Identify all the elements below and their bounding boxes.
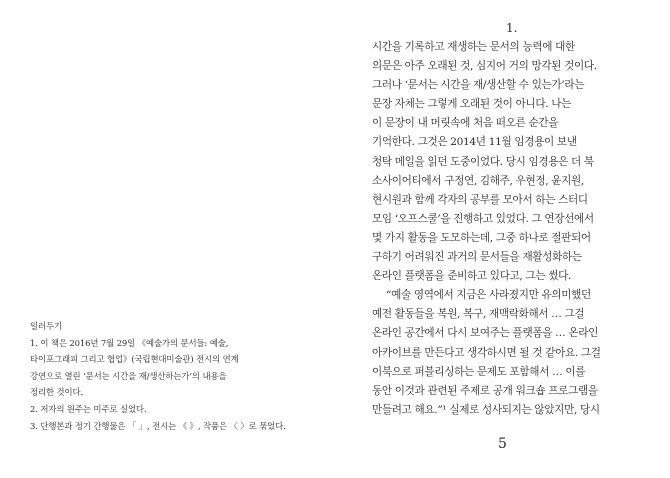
body-line: 몇 가지 활동을 도모하는데, 그중 하나로 절판되어 [372, 231, 591, 244]
body-line: 온라인 플랫폼을 준비하고 있다고, 그는 썼다. [372, 270, 572, 283]
body-line: 현시원과 함께 각자의 공부를 모아서 하는 스터디 [372, 193, 588, 206]
notes-line: 1. 이 책은 2016년 7월 29일 《예술가의 문서들: 예술, [30, 337, 229, 348]
body-line: 구하기 어려워진 과거의 문서들을 재활성화하는 [372, 251, 582, 264]
body-line: 예전 활동들을 복원, 복구, 재맥락화해서 … 그걸 [372, 308, 585, 321]
body-line: 의문은 아주 오래된 것, 심지어 거의 망각된 것이다. [372, 60, 597, 73]
editorial-notes [30, 318, 330, 434]
body-line: 아카이브를 만든다고 생각하시면 될 것 같아요. 그걸 [372, 346, 601, 359]
body-line: 소사이어티에서 구정연, 김해주, 우현정, 윤지원, [372, 174, 584, 187]
body-line: 그러나 ‘문서는 시간을 재/생산할 수 있는가’라는 [372, 79, 585, 92]
notes-line: 타이포그래피 그리고 협업》(국립현대미술관) 전시의 연계 [30, 354, 239, 365]
body-line: 만들려고 해요.”¹ 실제로 성사되지는 않았지만, 당시 [372, 403, 600, 416]
notes-line: 2. 저자의 원주는 미주로 실었다. [30, 403, 147, 414]
page-number: 5 [498, 436, 507, 452]
body-line: 이북으로 퍼블리싱하는 문제도 포함해서 … 이를 [372, 365, 586, 378]
body-line: 온라인 공간에서 다시 보여주는 플랫폼을 … 온라인 [372, 327, 599, 340]
body-line: 문장 자체는 그렇게 오래된 것이 아니다. 나는 [372, 98, 572, 111]
body-line: 기억한다. 그것은 2014년 11월 임경용이 보낸 [372, 136, 577, 149]
chapter-number: 1. [506, 21, 518, 35]
body-line: 모임 ‘오프스쿨’을 진행하고 있었다. 그 연장선에서 [372, 212, 594, 225]
notes-line: 정리한 것이다. [30, 387, 84, 398]
notes-line: 3. 단행본과 정기 간행물은 「 」, 전시는 《 》, 작품은 〈 〉로 묶었다. [30, 420, 286, 431]
notes-line: 강연으로 열린 ‘문서는 시간을 재/생산하는가’의 내용을 [30, 370, 227, 381]
body-line: 시간을 기록하고 재생하는 문서의 능력에 대한 [372, 41, 575, 53]
body-line: 이 문장이 내 머릿속에 처음 떠오른 순간을 [372, 117, 559, 130]
body-line: 동안 이것과 관련된 주제로 공개 워크숍 프로그램을 [372, 384, 598, 397]
notes-heading: 일러두기 [30, 321, 62, 331]
body-line: 청탁 메일을 읽던 도중이었다. 당시 임경용은 더 북 [372, 155, 594, 168]
body-text [372, 38, 634, 420]
body-line-quote-start: “예술 영역에서 지금은 사라졌지만 유의미했던 [386, 289, 591, 302]
